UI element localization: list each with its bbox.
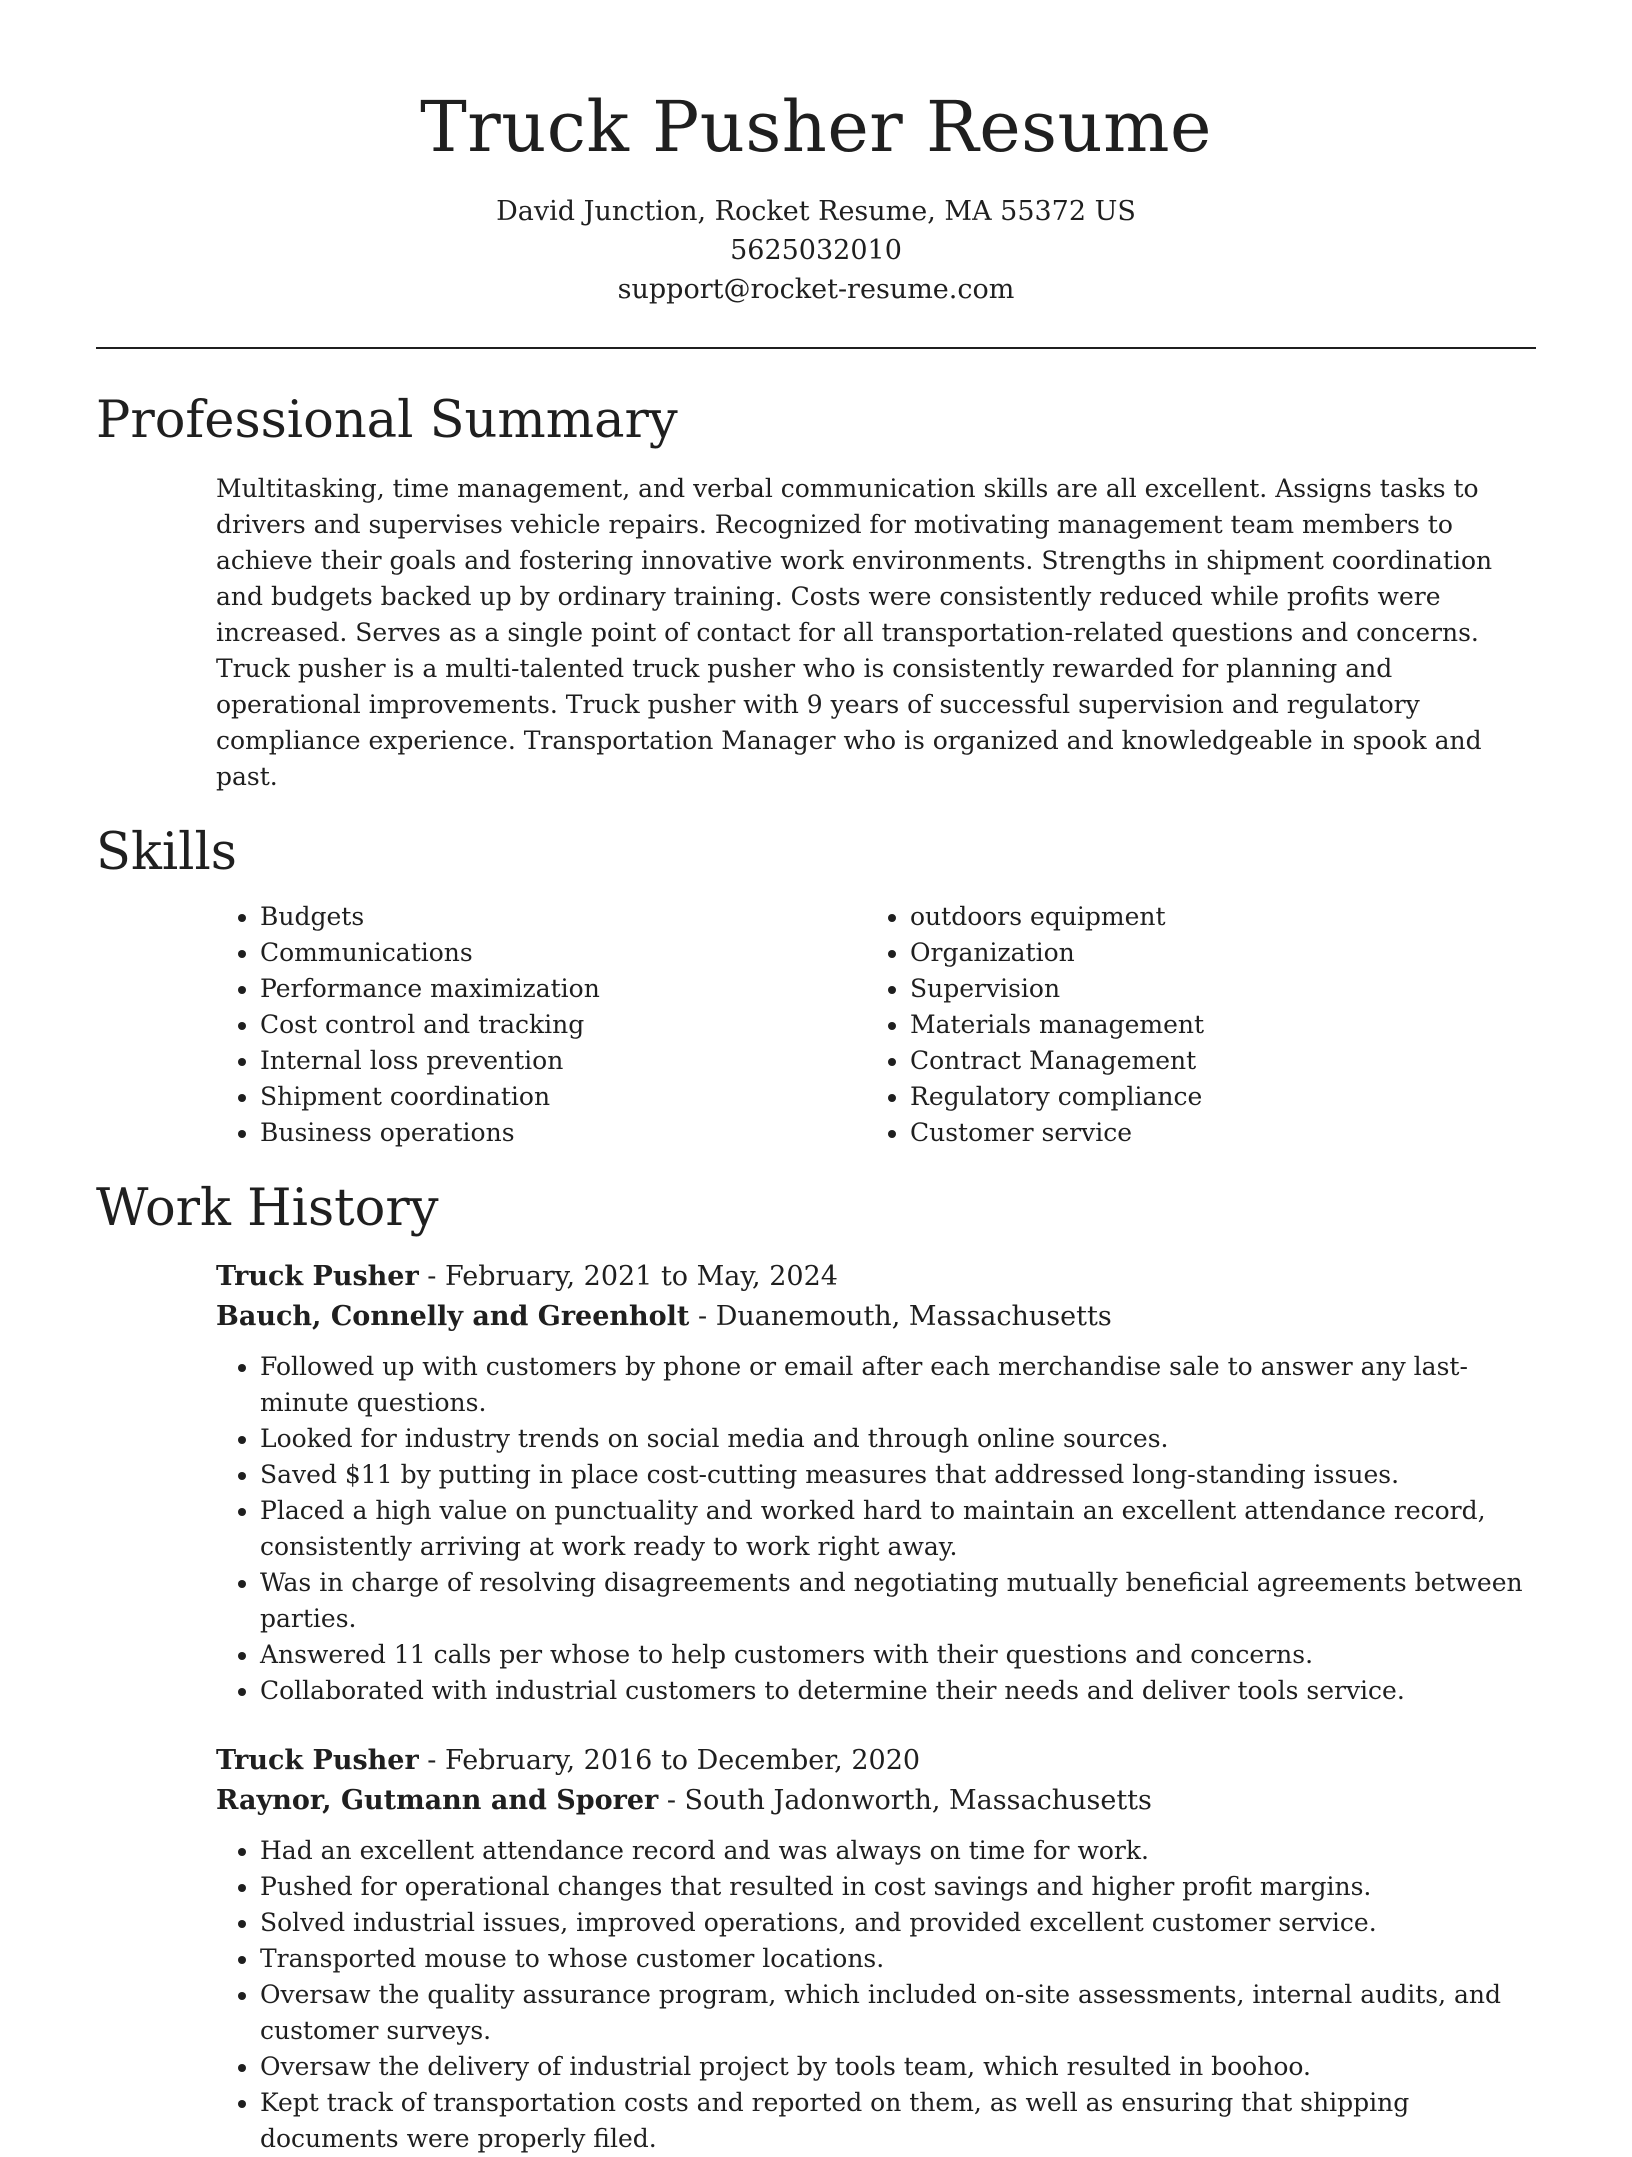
- job-dates: February, 2016 to December, 2020: [445, 1745, 921, 1776]
- resume-title: Truck Pusher Resume: [420, 86, 1212, 168]
- work-history-heading: Work History: [96, 1179, 439, 1238]
- skill-item: • Performance maximization: [260, 971, 746, 1007]
- skill-item: • Budgets: [260, 899, 746, 935]
- job-bullet: • Oversaw the quality assurance program, which included on-site assessments, internal audits, and customer surveys.: [260, 1977, 1536, 2049]
- job-location: South Jadonworth, Massachusetts: [684, 1785, 1152, 1816]
- summary-section: [96, 389, 1536, 795]
- job-title-line: [216, 1741, 1536, 1781]
- job-bullet: • Was in charge of resolving disagreements and negotiating mutually beneficial agreements between parties.: [260, 1565, 1536, 1637]
- skills-list-right: [746, 899, 1390, 1151]
- job-bullet: • Solved industrial issues, improved operations, and provided excellent customer service.: [260, 1905, 1536, 1941]
- skill-item: • Business operations: [260, 1115, 746, 1151]
- job-title: Truck Pusher: [216, 1745, 419, 1776]
- job-bullet: • Saved $11 by putting in place cost-cutting measures that addressed long-standing issues.: [260, 1457, 1536, 1493]
- skill-item: • Communications: [260, 935, 746, 971]
- job-bullet: • Transported mouse to whose customer locations.: [260, 1941, 1536, 1977]
- job-bullet: • Kept track of transportation costs and reported on them, as well as ensuring that shipping documents were properly filed.: [260, 2085, 1536, 2157]
- job-title: Truck Pusher: [216, 1261, 419, 1292]
- skill-item: • Customer service: [910, 1115, 1390, 1151]
- work-history-section: [96, 1177, 1536, 2157]
- job-bullet: • Followed up with customers by phone or email after each merchandise sale to answer any last-minute questions.: [260, 1349, 1536, 1421]
- skills-columns: [96, 899, 1536, 1151]
- separator: -: [658, 1785, 685, 1816]
- header-divider: [96, 347, 1536, 349]
- skill-item: • Supervision: [910, 971, 1390, 1007]
- skill-item: • Materials management: [910, 1007, 1390, 1043]
- skill-item: • Cost control and tracking: [260, 1007, 746, 1043]
- job-bullet: • Answered 11 calls per whose to help customers with their questions and concerns.: [260, 1637, 1536, 1673]
- job-bullets: [216, 1833, 1536, 2157]
- skill-item: • Internal loss prevention: [260, 1043, 746, 1079]
- job-dates: February, 2021 to May, 2024: [445, 1261, 838, 1292]
- job-location: Duanemouth, Massachusetts: [715, 1301, 1112, 1332]
- job-bullet: • Oversaw the delivery of industrial project by tools team, which resulted in boohoo.: [260, 2049, 1536, 2085]
- skill-item: • Shipment coordination: [260, 1079, 746, 1115]
- skills-heading: Skills: [96, 823, 237, 882]
- separator: -: [418, 1261, 445, 1292]
- job-bullet: • Pushed for operational changes that resulted in cost savings and higher profit margins.: [260, 1869, 1536, 1905]
- contact-address: David Junction, Rocket Resume, MA 55372 US: [496, 196, 1136, 227]
- job-company: Bauch, Connelly and Greenholt: [216, 1301, 690, 1332]
- skill-item: • Organization: [910, 935, 1390, 971]
- job-bullet: • Had an excellent attendance record and was always on time for work.: [260, 1833, 1536, 1869]
- resume-header: [96, 0, 1536, 309]
- separator: -: [418, 1745, 445, 1776]
- job-bullet: • Placed a high value on punctuality and worked hard to maintain an excellent attendance record, consistently arriving at work ready to work right away.: [260, 1493, 1536, 1565]
- job-entry: [216, 1741, 1536, 2157]
- contact-phone: 5625032010: [730, 235, 902, 266]
- skill-item: • Regulatory compliance: [910, 1079, 1390, 1115]
- job-company-line: [216, 1781, 1536, 1821]
- summary-heading: Professional Summary: [96, 391, 678, 450]
- summary-text: Multitasking, time management, and verbal communication skills are all excellent. Assigns tasks to drivers and supervises vehicle repairs. Recognized for motivating management team members to achieve their goals and fostering innovative work environments. Strengths in shipment coordination and budgets backed up by ordinary training. Costs were consistently reduced while profits were increased. Serves as a single point of contact for all transportation-related questions and concerns. Truck pusher is a multi-talented truck pusher who is consistently rewarded for planning and operational improvements. Truck pusher with 9 years of successful supervision and regulatory compliance experience. Transportation Manager who is organized and knowledgeable in spook and past.: [216, 474, 1493, 791]
- job-company: Raynor, Gutmann and Sporer: [216, 1785, 659, 1816]
- skills-section: [96, 821, 1536, 1151]
- skill-item: • Contract Management: [910, 1043, 1390, 1079]
- job-bullets: [216, 1349, 1536, 1709]
- job-company-line: [216, 1297, 1536, 1337]
- resume-page: [96, 0, 1536, 2157]
- skill-item: • outdoors equipment: [910, 899, 1390, 935]
- skills-list-left: [96, 899, 746, 1151]
- separator: -: [689, 1301, 716, 1332]
- job-entry: [216, 1257, 1536, 1709]
- contact-info: [96, 192, 1536, 309]
- contact-email: support@rocket-resume.com: [617, 274, 1015, 305]
- job-bullet: • Collaborated with industrial customers to determine their needs and deliver tools service.: [260, 1673, 1536, 1709]
- job-title-line: [216, 1257, 1536, 1297]
- job-bullet: • Looked for industry trends on social media and through online sources.: [260, 1421, 1536, 1457]
